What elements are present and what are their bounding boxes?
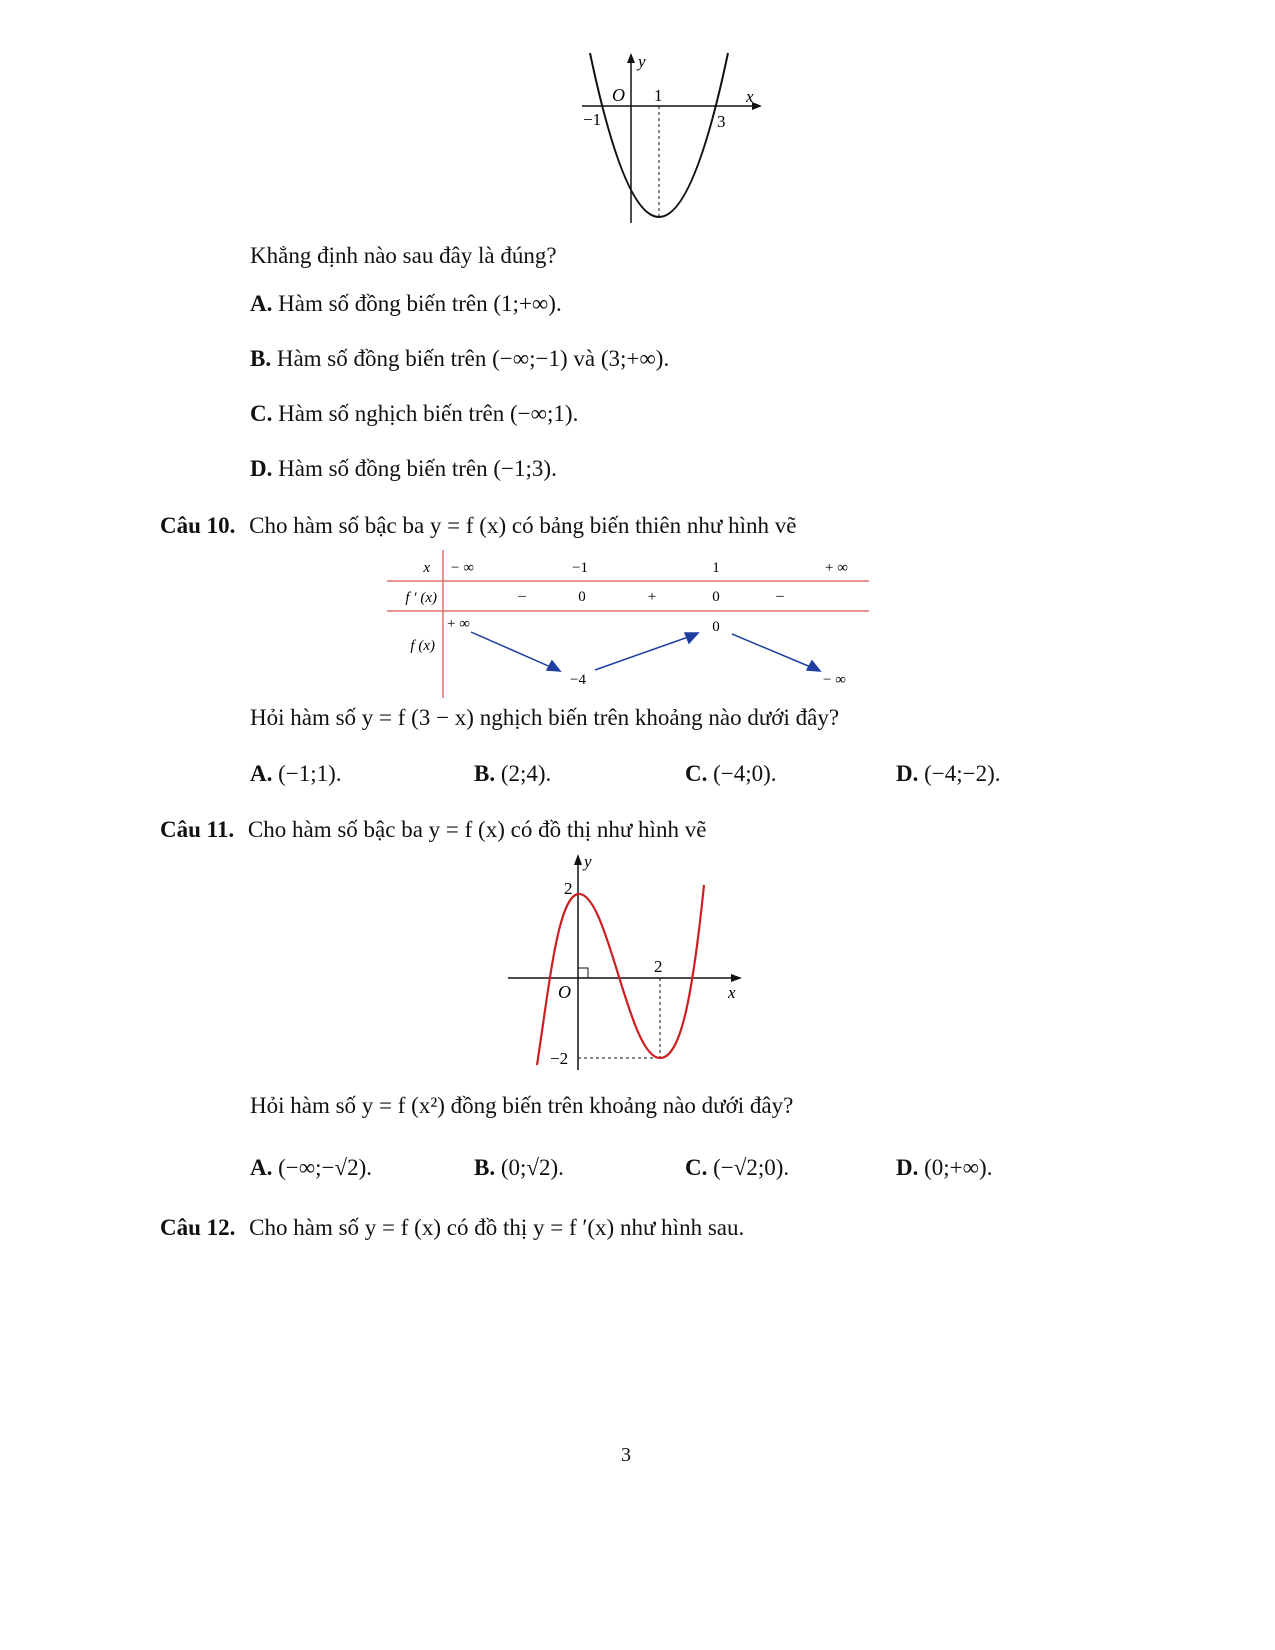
arrow-down-2	[732, 634, 813, 668]
cubic-curve	[537, 885, 704, 1065]
option-text: (0;√2).	[500, 1155, 564, 1180]
option-label: A.	[250, 291, 273, 316]
question-stem: Cho hàm số bậc ba y = f (x) có đồ thị như hình vẽ	[247, 817, 707, 842]
q10-option-c[interactable]	[685, 760, 777, 788]
right-angle-mark	[578, 968, 588, 978]
option-text: Hàm số đồng biến trên (−1;3).	[278, 456, 557, 481]
y-label: y	[584, 852, 592, 871]
option-label: A.	[250, 1155, 273, 1180]
variation-arrows	[471, 632, 820, 671]
cubic-graph	[500, 850, 750, 1075]
option-label: C.	[685, 1155, 708, 1180]
fp-row-label: f ′ (x)	[405, 590, 437, 606]
fp-value: 0	[712, 589, 720, 605]
x-value: 1	[712, 560, 720, 576]
y-tick-neg2: −2	[550, 1049, 569, 1068]
option-text: (−4;0).	[713, 761, 777, 786]
fp-value: –	[518, 588, 526, 604]
f-value: + ∞	[447, 616, 470, 632]
question-stem: Cho hàm số bậc ba y = f (x) có bảng biến thiên như hình vẽ	[249, 513, 797, 538]
tick-three: 3	[717, 112, 726, 131]
f-row-label: f (x)	[410, 638, 435, 654]
y-tick-2: 2	[564, 879, 573, 898]
q10-option-d[interactable]	[896, 760, 1001, 788]
q11-option-b[interactable]	[474, 1154, 564, 1182]
q12-stem-line	[160, 1214, 744, 1242]
option-text: (−∞;−√2).	[278, 1155, 373, 1180]
question-stem: Cho hàm số y = f (x) có đồ thị y = f ′(x) như hình sau.	[249, 1215, 745, 1240]
fp-value: +	[647, 589, 657, 605]
q11-option-d[interactable]	[896, 1154, 992, 1182]
question-number: Câu 11.	[160, 817, 235, 842]
x-tick-2: 2	[654, 957, 663, 976]
option-label: C.	[250, 401, 273, 426]
tick-one: 1	[654, 86, 663, 105]
option-label: D.	[250, 456, 273, 481]
q9-option-b[interactable]	[250, 345, 669, 373]
q9-prompt: Khẳng định nào sau đây là đúng?	[250, 243, 557, 268]
y-axis-arrow	[627, 53, 635, 63]
x-label: x	[746, 87, 754, 106]
option-text: (2;4).	[500, 761, 552, 786]
option-text: (−√2;0).	[713, 1155, 790, 1180]
arrowhead	[807, 661, 820, 671]
x-value: − ∞	[451, 560, 474, 576]
option-label: D.	[896, 761, 919, 786]
x-axis-arrow	[731, 974, 742, 982]
question-number: Câu 10.	[160, 513, 236, 538]
option-label: C.	[685, 761, 708, 786]
arrowhead	[685, 633, 698, 643]
x-value: + ∞	[825, 560, 848, 576]
parabola-graph	[570, 45, 770, 230]
option-label: B.	[474, 1155, 496, 1180]
fp-value: –	[776, 588, 784, 604]
option-text: Hàm số đồng biến trên (−∞;−1) và (3;+∞).	[276, 346, 670, 371]
arrow-down-1	[471, 632, 553, 668]
x-row-label: x	[423, 560, 430, 576]
f-value: −4	[570, 672, 586, 688]
f-value: − ∞	[823, 672, 846, 688]
page-number: 3	[621, 1444, 631, 1466]
option-label: A.	[250, 761, 273, 786]
x-value: −1	[572, 560, 588, 576]
question-number: Câu 12.	[160, 1215, 236, 1240]
fp-value: 0	[578, 589, 586, 605]
option-text: Hàm số nghịch biến trên (−∞;1).	[278, 401, 579, 426]
q11-prompt: Hỏi hàm số y = f (x²) đồng biến trên khoảng nào dưới đây?	[250, 1093, 794, 1118]
option-label: B.	[250, 346, 272, 371]
option-label: B.	[474, 761, 496, 786]
q10-option-b[interactable]	[474, 760, 551, 788]
origin-label: O	[612, 85, 625, 105]
option-text: (−1;1).	[278, 761, 342, 786]
q11-stem-line	[160, 816, 706, 844]
option-text: (0;+∞).	[924, 1155, 993, 1180]
q10-prompt: Hỏi hàm số y = f (3 − x) nghịch biến trên khoảng nào dưới đây?	[250, 705, 840, 730]
y-axis-arrow	[574, 854, 582, 865]
q9-option-a[interactable]	[250, 290, 562, 318]
arrowhead	[547, 661, 560, 671]
q11-option-c[interactable]	[685, 1154, 789, 1182]
f-value: 0	[712, 619, 720, 635]
q9-option-c[interactable]	[250, 400, 578, 428]
arrow-up	[595, 636, 691, 670]
option-text: (−4;−2).	[924, 761, 1001, 786]
y-label: y	[638, 52, 646, 71]
x-label: x	[728, 983, 736, 1002]
q10-stem-line	[160, 512, 796, 540]
origin-label: O	[558, 982, 571, 1002]
option-text: Hàm số đồng biến trên (1;+∞).	[278, 291, 562, 316]
q10-option-a[interactable]	[250, 760, 342, 788]
tick-neg1: −1	[583, 110, 602, 129]
variation-table	[385, 548, 875, 700]
q11-option-a[interactable]	[250, 1154, 372, 1182]
option-label: D.	[896, 1155, 919, 1180]
q9-option-d[interactable]	[250, 455, 557, 483]
